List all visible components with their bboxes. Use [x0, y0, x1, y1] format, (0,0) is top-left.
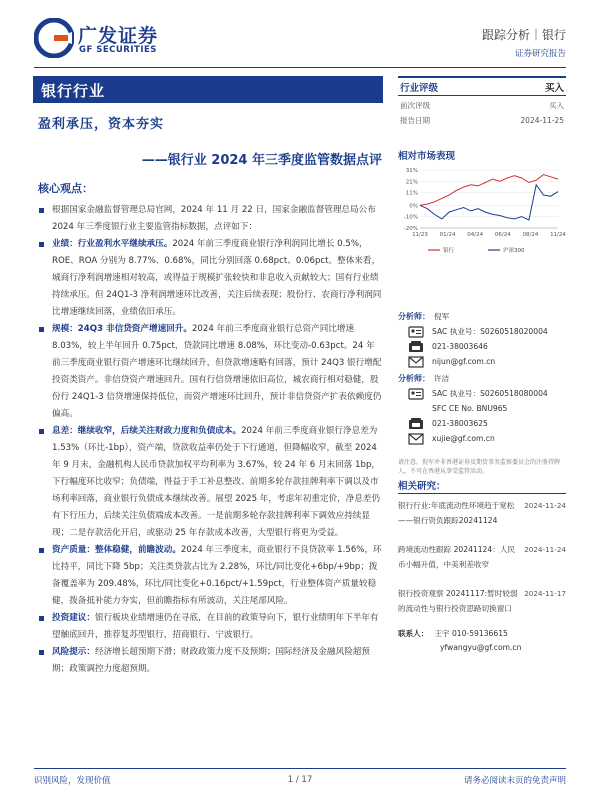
- header-divider: [34, 67, 566, 68]
- rating-details: [398, 98, 566, 128]
- analyst-label: 分析师：: [398, 373, 430, 383]
- bullet-item: [38, 236, 382, 321]
- bullet-bold: 息差：继续收窄，后续关注财政力度和负债成本。: [52, 426, 242, 436]
- analyst-email-row: [398, 354, 578, 369]
- report-date-label: 报告日期: [400, 116, 430, 125]
- related-item[interactable]: [398, 586, 566, 630]
- analyst-email[interactable]: nijun@gf.com.cn: [432, 357, 496, 366]
- analyst-name-row: [398, 370, 578, 386]
- related-item[interactable]: [398, 498, 566, 542]
- bullet-bold: 业绩：行业盈利水平继续承压。: [52, 239, 173, 249]
- core-viewpoints-list: [38, 202, 382, 678]
- bullet-item: [38, 644, 382, 678]
- legend-label: 沪深300: [503, 248, 525, 254]
- gf-logo-icon: [34, 18, 74, 58]
- phone-icon: [406, 341, 426, 353]
- contact-email[interactable]: yfwangyu@gf.com.cn: [440, 643, 522, 652]
- footer-divider: [34, 768, 566, 769]
- y-tick-label: -10%: [403, 214, 418, 221]
- bullet-text: 2024 年前三季度商业银行净利润同比增长 0.5%，ROE、ROA 分别为 8.77%、0.68%，同比分别回落 0.68pct、0.06pct。整体来看，城商行净利润增速相对较高，或得益于规模扩张较快和非息收入贡献较大；国有行业绩持续承压。但 24Q1-3 净利润增速环比改善，关注后续表现；股份行、农商行净利润同比增速继续回落，业绩依旧承压。: [52, 239, 382, 317]
- bullet-item: [38, 542, 382, 610]
- analyst-phone-row: [398, 339, 578, 354]
- main-title: 盈利承压，资本夯实: [38, 117, 165, 132]
- bullet-bold: 规模：24Q3 非信贷资产增速回升。: [52, 324, 192, 334]
- chart-svg: [398, 164, 566, 258]
- logo-text-cn: 广发证券: [78, 25, 159, 47]
- market-performance-heading: 相对市场表现: [398, 151, 456, 162]
- analyst-disclaimer: 请注意，倪军并非香港证券及期货事务监察委员会的注册持牌人，不可在香港从事受监管活动。: [398, 459, 561, 475]
- industry-rating-header: [398, 76, 566, 96]
- y-tick-label: 21%: [405, 179, 418, 186]
- email-icon: [406, 356, 426, 368]
- bullet-text: 2024 年前三季度商业银行净息差为 1.53%（环比-1bp），资产端，贷款收益率仍处于下行通道，但降幅收窄，截至 2024 年 9 月末，金融机构人民币贷款加权平均利率为 3.67%，较 24 年 6 月末回落 1bp，下行幅度环比收窄；负债端，得益于手工补息整改、前期多轮存款挂牌利率下调以及市场利率回落，商业银行负债成本继续改善。展望 2025 年，考虑年初重定价，净息差仍有下行压力，后续关注负债端成本改善。一是前期多轮存款挂牌利率下调效应持续显现；二是存款活化开启，或驱动 25 年存款成本改善，大型银行将更为受益。: [52, 426, 381, 538]
- core-viewpoints-heading: 核心观点：: [38, 182, 93, 195]
- bullet-item: [38, 202, 382, 236]
- analyst-sac: SAC 执业号：S0260518020004: [432, 327, 548, 336]
- x-tick-label: 11/24: [550, 232, 566, 238]
- related-item[interactable]: [398, 542, 566, 586]
- bullet-bold: 资产质量：整体稳健，前瞻波动。: [52, 545, 181, 555]
- bullet-bold: 风险提示：: [52, 647, 95, 657]
- bullet-text: 根据国家金融监督管理总局官网，2024 年 11 月 22 日，国家金融监督管理总局公布 2024 年三季度银行业主要监管指标数据，点评如下：: [52, 205, 376, 232]
- previous-rating-row: [398, 98, 566, 113]
- analyst-sfc: SFC CE No. BNU965: [432, 404, 508, 413]
- legend-label: 银行: [443, 248, 455, 254]
- analyst-label: 分析师：: [398, 311, 430, 321]
- logo-text-en: GF SECURITIES: [79, 45, 157, 55]
- footer-slogan: 识别风险，发现价值: [34, 776, 111, 786]
- id-card-icon: [406, 388, 426, 400]
- phone-icon: [406, 418, 426, 430]
- analyst-sac: SAC 执业号：S0260518080004: [432, 389, 548, 398]
- report-subtype: 证券研究报告: [514, 49, 566, 59]
- analyst-sac-row: [398, 324, 578, 339]
- analyst-name: 倪军: [434, 311, 450, 321]
- industry-title: 银行行业: [33, 76, 383, 103]
- sfc-spacer: [406, 403, 426, 415]
- rating-value: 买入: [544, 82, 564, 94]
- bullet-item: [38, 321, 382, 423]
- page-number: 1 / 17: [287, 775, 313, 785]
- related-research-heading: 相关研究：: [398, 478, 566, 494]
- analyst-phone-row: [398, 416, 578, 431]
- bullet-item: [38, 423, 382, 542]
- analyst-name-row: [398, 308, 578, 324]
- email-icon: [406, 433, 426, 445]
- market-performance-chart: [398, 164, 566, 258]
- related-title[interactable]: 银行行业:年底流动性环境趋于宽松——银行资负跟踪20241124: [398, 501, 515, 525]
- related-title[interactable]: 银行投资观察 20241117:暂时较弱的流动性与银行投资思路切换窗口: [398, 589, 518, 613]
- related-date: 2024-11-24: [524, 501, 566, 510]
- analyst-email-row: [398, 431, 578, 446]
- report-header-info: [482, 26, 566, 59]
- footer-disclaimer: 请务必阅读末页的免责声明: [463, 776, 566, 786]
- bullet-text: 经济增长超预期下滑；财政政策力度不及预期；国际经济及金融风险超预期；政策调控力度超预期。: [52, 647, 370, 674]
- contact-block: [398, 628, 521, 652]
- report-date-value: 2024-11-25: [520, 116, 564, 125]
- analyst-email[interactable]: xujie@gf.com.cn: [432, 434, 495, 443]
- rating-label: 行业评级: [400, 82, 439, 94]
- bullet-item: [38, 610, 382, 644]
- contact-label: 联系人：: [398, 629, 429, 638]
- y-tick-label: 11%: [405, 190, 418, 197]
- analyst-phone: 021-38003625: [432, 419, 488, 428]
- related-title[interactable]: 跨境流动性跟踪 20241124：人民币小幅升值，中美利差收窄: [398, 545, 516, 569]
- related-research-list: [398, 498, 566, 630]
- related-date: 2024-11-24: [524, 545, 566, 554]
- bullet-bold: 投资建议：: [52, 613, 95, 623]
- x-tick-label: 01/24: [439, 232, 456, 238]
- bullet-text: 2024 年前三季度商业银行总资产同比增速 8.03%，较上半年回升 0.75pct，贷款同比增速 8.08%，环比变动-0.63pct。24 年前三季度商业银行资产增速环比继续回升，但贷款增速略有回落，预计 24Q3 银行增配投资类资产。非信贷资产增速回升。国有行信贷增速依旧高位，城农商行相对稳健，股份行 24Q1-3 信贷增速保持低位，而资产增速环比回升，预计非信贷资产扩表依赖度仍偏高。: [52, 324, 382, 419]
- x-tick-label: 11/23: [412, 232, 428, 238]
- analyst-phone: 021-38003646: [432, 342, 488, 351]
- previous-rating-value: 买入: [549, 101, 564, 110]
- related-date: 2024-11-17: [524, 589, 566, 598]
- previous-rating-label: 前次评级: [400, 101, 430, 110]
- analyst-block: [398, 370, 578, 446]
- analyst-sac-row: [398, 386, 578, 401]
- series-line-bank: [420, 175, 558, 206]
- y-tick-label: 0%: [409, 203, 418, 210]
- report-type: 跟踪分析｜银行: [481, 28, 566, 42]
- x-tick-label: 06/24: [494, 232, 511, 238]
- x-tick-label: 08/24: [522, 232, 539, 238]
- y-tick-label: -20%: [403, 226, 418, 232]
- analyst-name: 许洁: [434, 373, 450, 383]
- bullet-text: 银行板块业绩增速仍在寻底，在目前的政策导向下，银行业绩明年下半年有望触底回升，推荐复苏型银行，招商银行、宁波银行。: [52, 613, 379, 640]
- id-card-icon: [406, 326, 426, 338]
- x-tick-label: 04/24: [467, 232, 484, 238]
- bullet-text: 2024 年三季度末，商业银行不良贷款率 1.56%，环比持平，同比下降 5bp；关注类贷款占比为 2.28%，环比/同比变化+6bp/+9bp；拨备覆盖率为 209.48%，环比/同比变化+0.16pct/+1.59pct，行业整体资产质量较稳健，拨备抵补能力夯实，但前瞻指标有所波动，关注尾部风险。: [52, 545, 382, 606]
- series-line-csi300: [420, 185, 558, 220]
- sub-title: ——银行业 2024 年三季度监管数据点评: [141, 153, 382, 168]
- y-tick-label: 31%: [405, 168, 418, 174]
- contact-name: 王宇 010-59136615: [434, 629, 508, 638]
- company-logo: [34, 16, 184, 60]
- analyst-block: [398, 308, 578, 369]
- analyst-sfc-row: [398, 401, 578, 416]
- report-date-row: [398, 113, 566, 128]
